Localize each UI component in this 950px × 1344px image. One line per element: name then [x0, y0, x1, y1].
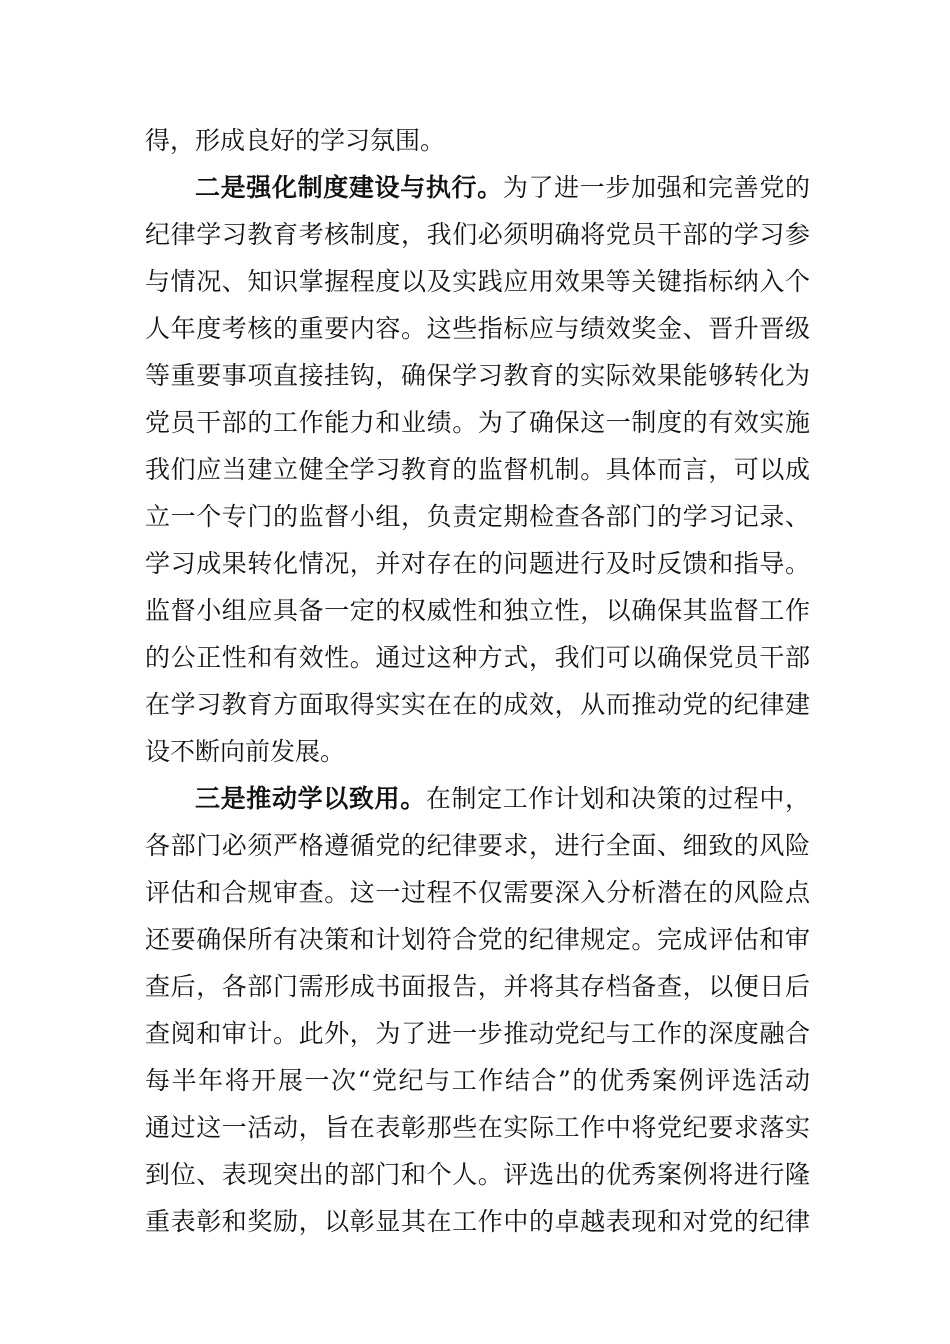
- text-line-content: 学习成果转化情况，并对存在的问题进行及时反馈和指导。: [145, 549, 810, 578]
- text-line-content: 查阅和审计。此外，为了进一步推动党纪与工作的深度融合: [145, 1019, 810, 1048]
- text-line: [145, 215, 810, 255]
- text-line: [145, 544, 810, 584]
- text-line-content: 纪律学习教育考核制度，我们必须明确将党员干部的学习参: [145, 220, 810, 249]
- text-line-content: 立一个专门的监督小组，负责定期检查各部门的学习记录、: [145, 502, 810, 531]
- text-line: [145, 1061, 810, 1101]
- text-line-content: 各部门必须严格遵循党的纪律要求，进行全面、细致的风险: [145, 831, 810, 860]
- text-line-content: 查后，各部门需形成书面报告，并将其存档备查，以便日后: [145, 972, 810, 1001]
- text-line: [145, 262, 810, 302]
- text-line-content: 与情况、知识掌握程度以及实践应用效果等关键指标纳入个: [145, 267, 810, 296]
- text-line: [145, 826, 810, 866]
- text-line-content: 评估和合规审查。这一过程不仅需要深入分析潜在的风险点: [145, 878, 810, 907]
- section-heading: 三是推动学以致用。: [195, 784, 426, 813]
- text-line: [145, 1014, 810, 1054]
- text-line-content: 人年度考核的重要内容。这些指标应与绩效奖金、晋升晋级: [145, 314, 810, 343]
- text-line: [145, 638, 810, 678]
- text-line-content: 监督小组应具备一定的权威性和独立性，以确保其监督工作: [145, 596, 810, 625]
- text-line: [145, 309, 810, 349]
- text-line: [195, 779, 810, 819]
- text-line: [145, 685, 810, 725]
- text-line: [145, 403, 810, 443]
- text-line: [145, 497, 810, 537]
- text-line-content: 的公正性和有效性。通过这种方式，我们可以确保党员干部: [145, 643, 810, 672]
- text-line: [145, 920, 810, 960]
- text-line-content: 在学习教育方面取得实实在在的成效，从而推动党的纪律建: [145, 690, 810, 719]
- text-line-content: 设不断向前发展。: [145, 737, 346, 766]
- text-line-content: 在制定工作计划和决策的过程中，: [425, 784, 810, 813]
- text-line-content: 得，形成良好的学习氛围。: [145, 126, 446, 155]
- text-line-content: 为了进一步加强和完善党的: [502, 173, 810, 202]
- text-line-content: 我们应当建立健全学习教育的监督机制。具体而言，可以成: [145, 455, 810, 484]
- text-line-content: 通过这一活动，旨在表彰那些在实际工作中将党纪要求落实: [145, 1113, 810, 1142]
- text-line: [145, 356, 810, 396]
- text-line: [145, 1108, 810, 1148]
- text-line: [145, 121, 810, 161]
- text-line: [195, 168, 810, 208]
- section-heading: 二是强化制度建设与执行。: [195, 173, 503, 202]
- text-line: [145, 873, 810, 913]
- text-line: [145, 1202, 810, 1242]
- text-line-content: 每半年将开展一次“党纪与工作结合”的优秀案例评选活动: [145, 1066, 810, 1095]
- text-line-content: 到位、表现突出的部门和个人。评选出的优秀案例将进行隆: [145, 1160, 810, 1189]
- text-line: [145, 732, 810, 772]
- text-line: [145, 591, 810, 631]
- text-line-content: 党员干部的工作能力和业绩。为了确保这一制度的有效实施: [145, 408, 810, 437]
- text-line-content: 等重要事项直接挂钩，确保学习教育的实际效果能够转化为: [145, 361, 810, 390]
- text-line: [145, 967, 810, 1007]
- text-line-content: 还要确保所有决策和计划符合党的纪律规定。完成评估和审: [145, 925, 810, 954]
- text-line-content: 重表彰和奖励，以彰显其在工作中的卓越表现和对党的纪律: [145, 1207, 810, 1236]
- text-line: [145, 450, 810, 490]
- text-line: [145, 1155, 810, 1195]
